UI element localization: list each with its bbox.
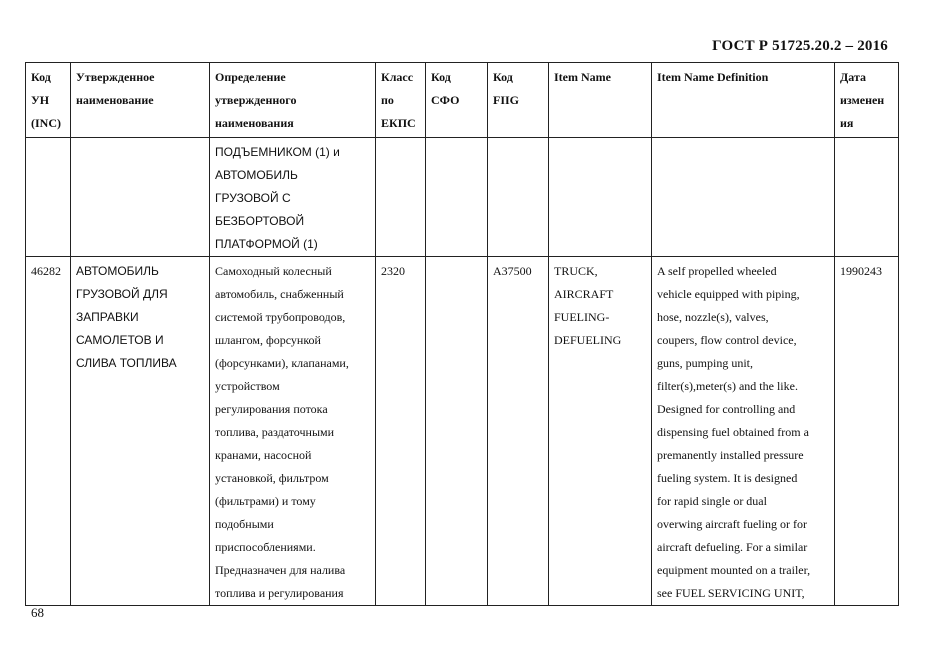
cell-sfo: [426, 138, 488, 257]
cell-item-name: [549, 138, 652, 257]
cell-fiig: A37500: [488, 257, 549, 606]
catalog-table: [25, 62, 899, 606]
cell-date: [835, 138, 899, 257]
header-row: [26, 63, 899, 138]
header-definition: Определение утвержденного наименования: [210, 63, 376, 138]
cell-approved-name: АВТОМОБИЛЬ ГРУЗОВОЙ ДЛЯ ЗАПРАВКИ САМОЛЕТОВ И СЛИВА ТОПЛИВА: [71, 257, 210, 606]
document-title: ГОСТ Р 51725.20.2 – 2016: [712, 38, 888, 54]
cell-sfo: [426, 257, 488, 606]
header-item-name: Item Name: [549, 63, 652, 138]
header-class: Класс по ЕКПС: [376, 63, 426, 138]
header-inc: Код УН (INC): [26, 63, 71, 138]
cell-definition: Самоходный колесный автомобиль, снабженный системой трубопроводов, шлангом, форсункой (форсунками), клапанами, устройством регулирования потока топлива, раздаточными кранами, насосной установкой, фильтром (фильтрами) и тому подобными приспособлениями. Предназначен для налива топлива и регулирования: [210, 257, 376, 606]
header-item-definition: Item Name Definition: [652, 63, 835, 138]
table-row: [26, 138, 899, 257]
header-sfo: Код СФО: [426, 63, 488, 138]
cell-class: [376, 138, 426, 257]
table-row: [26, 257, 899, 606]
cell-class: 2320: [376, 257, 426, 606]
cell-item-name: TRUCK, AIRCRAFT FUELING- DEFUELING: [549, 257, 652, 606]
cell-date: 1990243: [835, 257, 899, 606]
cell-item-definition: [652, 138, 835, 257]
header-approved-name: Утвержденное наименование: [71, 63, 210, 138]
page-number: 68: [31, 605, 44, 620]
cell-inc: [26, 138, 71, 257]
cell-definition: ПОДЪЕМНИКОМ (1) и АВТОМОБИЛЬ ГРУЗОВОЙ С БЕЗБОРТОВОЙ ПЛАТФОРМОЙ (1): [210, 138, 376, 257]
header-fiig: Код FIIG: [488, 63, 549, 138]
cell-item-definition: A self propelled wheeled vehicle equipped with piping, hose, nozzle(s), valves, coupers, flow control device, guns, pumping unit, filter(s),meter(s) and the like. Designed for controlling and dispensing fuel obtained from a premanently installed pressure fueling system. It is designed for rapid single or dual overwing aircraft fueling or for aircraft defueling. For a similar equipment mounted on a trailer, see FUEL SERVICING UNIT,: [652, 257, 835, 606]
cell-inc: 46282: [26, 257, 71, 606]
cell-fiig: [488, 138, 549, 257]
cell-approved-name: [71, 138, 210, 257]
header-date: Дата изменен ия: [835, 63, 899, 138]
